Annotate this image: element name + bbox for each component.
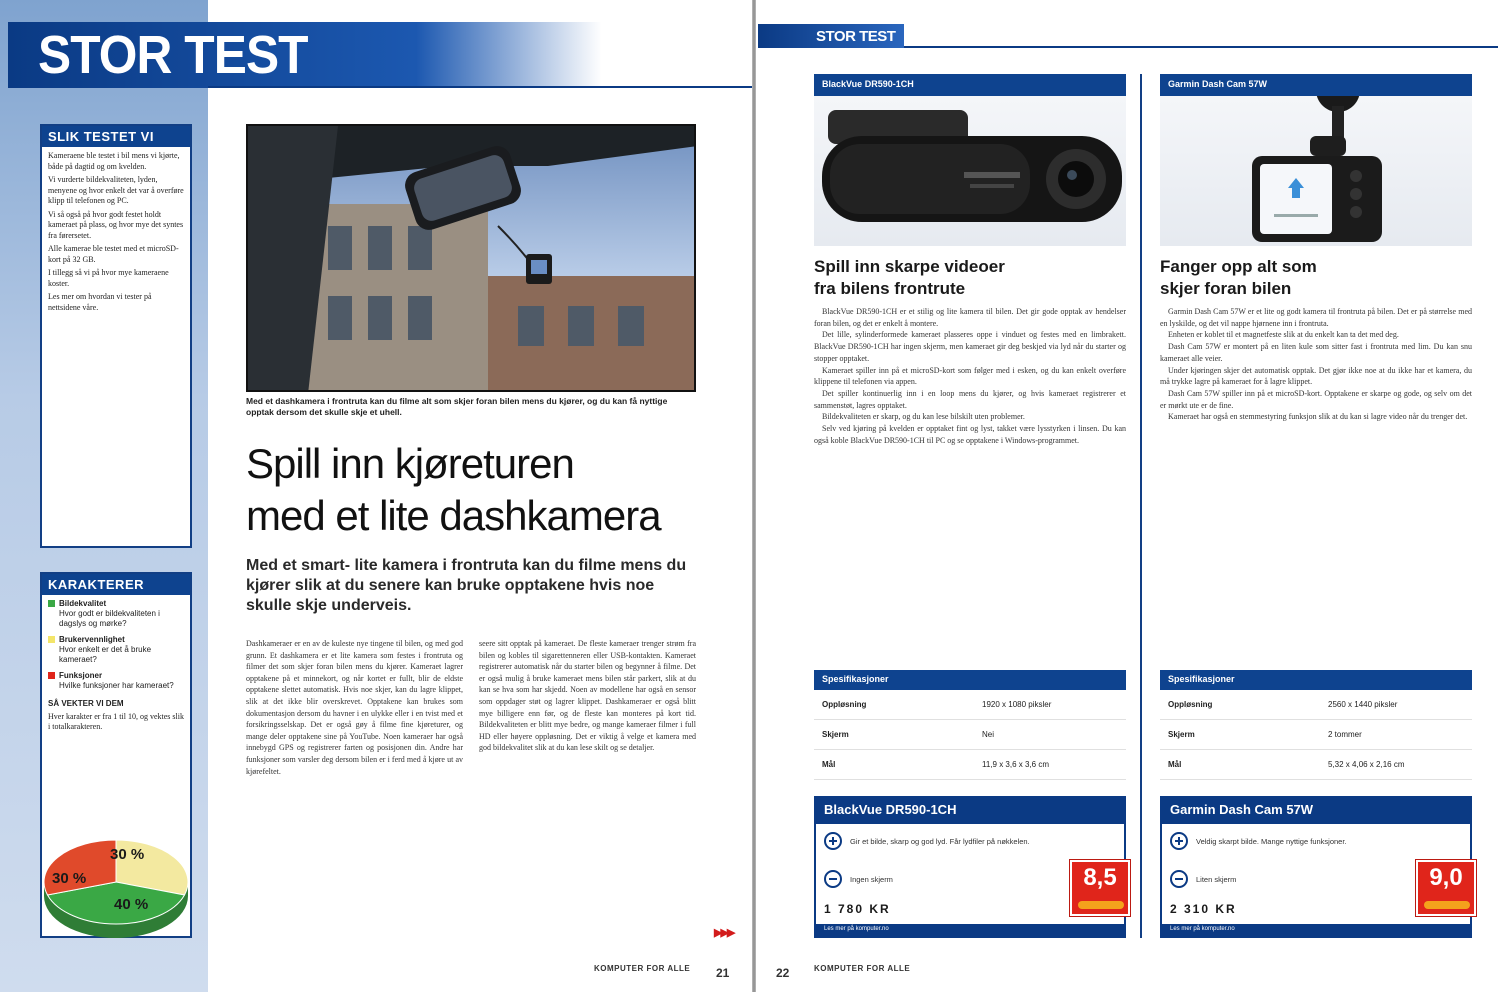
price: 1 780 KR — [824, 902, 891, 916]
plus-text: Veldig skarpt bilde. Mange nyttige funksjoner. — [1196, 836, 1347, 846]
grade-color-icon — [48, 600, 55, 607]
hero-photo-illustration — [248, 126, 696, 392]
verdict-footer: Les mer på komputer.no — [816, 924, 1124, 936]
hero-photo — [246, 124, 696, 392]
verdict-plus — [816, 832, 1124, 850]
score-ribbon-icon — [1424, 901, 1470, 909]
weight-text: Hver karakter er fra 1 til 10, og vektes slik i totalkarakteren. — [48, 711, 184, 731]
spec-row — [1160, 750, 1472, 780]
dashcam-cylinder-icon — [814, 96, 1126, 246]
verdict-box — [814, 796, 1126, 938]
spec-value: 2 tommer — [1328, 730, 1362, 739]
product-body — [1160, 306, 1472, 423]
body-column: seere sitt opptak på kameraet. De fleste kameraer trenger strøm fra bilen og kobles til sigarettenneren eller USB-kontakten. Kameraet registrerer automatisk når du starter bilen og begynner å filme. Det er også mulig å bruke kameraet mens bilen står parkert, slik at du kan se hva som har skjedd. Noen av modellene har også en sensor som oppdager støt og lagrer klippet. Dashkameraer er også blitt mye billigere enn før, og de fleste kan monteres på kort tid. Bildekvaliteten er blitt mye bedre, og mange kameraer filmer i full HD eller høyere oppløsning. Det er viktig å velge et kamera med god bildekvalitet slik at du kan lese skilt og se detaljer. — [479, 639, 696, 753]
headline-line: Fanger opp alt som — [1160, 257, 1317, 276]
product-label: Garmin Dash Cam 57W — [1160, 74, 1472, 96]
spec-row — [1160, 720, 1472, 750]
body-paragraph: Bildekvaliteten er skarp, og du kan lese bilskilt uten problemer. — [822, 412, 1025, 422]
grades-box-title: KARAKTERER — [42, 574, 190, 595]
section-header-bar — [758, 24, 1498, 48]
lead-paragraph: Med et smart- lite kamera i frontruta kan du filme mens du kjører slik at du senere kan bruke opptakene hvis noe skulle skje underveis. — [246, 557, 687, 614]
product-headline — [814, 256, 1126, 300]
spec-key: Mål — [1168, 760, 1182, 769]
minus-text: Liten skjerm — [1196, 874, 1237, 884]
minus-icon — [824, 870, 842, 888]
spec-value: 1920 x 1080 piksler — [982, 700, 1052, 709]
spec-value: 2560 x 1440 piksler — [1328, 700, 1398, 709]
grade-desc: Hvilke funksjoner har kameraet? — [59, 681, 174, 690]
body-paragraph: Under kjøringen skjer det automatisk opptak. Det gjør ikke noe at du ikke har et kamera, du må trykke lagre på kameraet for å lagre klippet. — [1160, 365, 1472, 387]
body-paragraph: Kameraet har også en stemmestyring funksjon slik at du kan si lagre video når du trenger det. — [1168, 412, 1468, 422]
score-value: 8,5 — [1083, 864, 1117, 891]
howto-paragraph: I tillegg så vi på hvor mye kameraene koster. — [48, 268, 169, 288]
spec-value: 5,32 x 4,06 x 2,16 cm — [1328, 760, 1405, 769]
header-rule — [208, 86, 752, 88]
spec-row — [814, 690, 1126, 720]
howto-box — [40, 124, 192, 548]
body-paragraph: Dash Cam 57W spiller inn på et microSD-kort. Opptakene er skarpe og gode, og selv om det er mørkt ute er de fine. — [1160, 388, 1472, 410]
pie-label: 40 % — [114, 896, 149, 913]
footer-tag: KOMPUTER FOR ALLE — [594, 964, 691, 973]
spec-key: Skjerm — [1168, 730, 1195, 739]
grade-item — [48, 635, 184, 665]
footer-tag: KOMPUTER FOR ALLE — [814, 964, 911, 973]
body-paragraph: Selv ved kjøring på kvelden er opptaket fint og lyst, takket være lysstyrken i linsen. Du kan også koble BlackVue DR590-1CH til PC og se opptakene i Windows-programmet. — [814, 424, 1126, 445]
verdict-footer: Les mer på komputer.no — [1162, 924, 1470, 936]
product-label: BlackVue DR590-1CH — [814, 74, 1126, 96]
right-page — [756, 0, 1500, 992]
spec-value: Nei — [982, 730, 995, 739]
howto-paragraph: Les mer om hvordan vi tester på nettsidene våre. — [48, 292, 152, 312]
score-value: 9,0 — [1429, 864, 1463, 891]
spec-key: Skjerm — [822, 730, 849, 739]
spec-title: Spesifikasjoner — [1160, 670, 1472, 690]
spec-row — [814, 720, 1126, 750]
verdict-box — [1160, 796, 1472, 938]
spec-key: Oppløsning — [822, 700, 867, 709]
grade-name: Funksjoner — [59, 671, 103, 680]
headline-line: fra bilens frontrute — [814, 279, 966, 298]
weight-heading: SÅ VEKTER VI DEM — [48, 699, 124, 708]
main-headline — [246, 438, 716, 542]
score-ribbon-icon — [1078, 901, 1124, 909]
continue-arrows-icon: ▶▶▶ — [714, 927, 734, 939]
page-number: 21 — [716, 966, 730, 980]
plus-icon — [1170, 832, 1188, 850]
minus-icon — [1170, 870, 1188, 888]
score-badge — [1070, 860, 1130, 916]
spec-key: Oppløsning — [1168, 700, 1213, 709]
dashcam-screen-icon — [1160, 96, 1472, 246]
section-title: STOR TEST — [816, 28, 896, 45]
grade-color-icon — [48, 636, 55, 643]
price: 2 310 KR — [1170, 902, 1237, 916]
product-column — [1160, 74, 1472, 423]
headline-line: Spill inn kjøreturen — [246, 440, 574, 487]
howto-box-body — [42, 147, 190, 320]
howto-paragraph: Alle kamerae ble testet med et microSD-kort på 32 GB. — [48, 244, 179, 264]
spec-table — [814, 670, 1126, 780]
body-paragraph: Det lille, sylinderformede kameraet plasseres oppe i vinduet og festes med en limbrakett. BlackVue DR590-1CH har ingen skjerm, men kameraet gir deg beskjed via lyd når du starter og stopper opptaket. — [814, 330, 1126, 363]
howto-paragraph: Kameraene ble testet i bil mens vi kjørte, både på dagtid og om kvelden. — [48, 151, 180, 171]
pie-label: 30 % — [110, 846, 145, 863]
body-paragraph: Garmin Dash Cam 57W er et lite og godt kamera til frontruta på bilen. Det er på størrelse med en lyskilde, og det vil nappe hjørnene inn i frontruta. — [1160, 307, 1472, 328]
grade-item — [48, 671, 184, 691]
body-paragraph: BlackVue DR590-1CH er et stilig og lite kamera til bilen. Det gir gode opptak av hendelser foran bilen, og det er enkelt å montere. — [814, 307, 1126, 328]
body-columns — [246, 638, 696, 940]
product-image — [814, 96, 1126, 246]
grade-name: Brukervennlighet — [59, 635, 125, 644]
score-badge — [1416, 860, 1476, 916]
howto-paragraph: Vi så også på hvor godt festet holdt kameraet på plass, og hvor mye det syntes fra førersetet. — [48, 209, 184, 240]
verdict-title: Garmin Dash Cam 57W — [1162, 798, 1470, 824]
grade-desc: Hvor enkelt er det å bruke kameraet? — [59, 645, 152, 664]
body-paragraph: Kameraet spiller inn på et microSD-kort som følger med i esken, og du kan enkelt overføre klippene til telefonen via appen. — [814, 365, 1126, 387]
product-column — [814, 74, 1126, 446]
body-paragraph: Dash Cam 57W er montert på en liten kule som sitter fast i frontruta med lim. Du kan snu kameraet alle veier. — [1160, 342, 1472, 363]
grade-desc: Hvor godt er bildekvaliteten i dagslys og mørke? — [59, 609, 160, 628]
product-body — [814, 306, 1126, 446]
headline-line: skjer foran bilen — [1160, 279, 1292, 298]
howto-paragraph: Vi vurderte bildekvaliteten, lyden, menyene og hvor enkelt det var å overføre klipp til telefonen og PC. — [48, 175, 184, 205]
column-divider — [1140, 74, 1142, 938]
grades-box-body — [42, 595, 190, 737]
weight-pie-chart — [40, 832, 192, 944]
grade-color-icon — [48, 672, 55, 679]
plus-text: Gir et bilde, skarp og god lyd. Får lydfiler på nøkkelen. — [850, 836, 1030, 846]
photo-caption: Med et dashkamera i frontruta kan du filme alt som skjer foran bilen mens du kjører, og du kan få nyttige opptak dersom det skulle skje et uhell. — [246, 396, 668, 417]
spec-row — [1160, 690, 1472, 720]
product-headline — [1160, 256, 1472, 300]
page-number: 22 — [776, 966, 790, 980]
verdict-title: BlackVue DR590-1CH — [816, 798, 1124, 824]
spec-title: Spesifikasjoner — [814, 670, 1126, 690]
minus-text: Ingen skjerm — [850, 874, 893, 884]
spec-key: Mål — [822, 760, 836, 769]
body-paragraph: Det spiller kontinuerlig inn i en loop mens du kjører, og hvis kameraet registrerer et sammenstøt, lagres opptaket. — [814, 388, 1126, 410]
plus-icon — [824, 832, 842, 850]
pie-label: 30 % — [52, 870, 87, 887]
spec-row — [814, 750, 1126, 780]
verdict-plus — [1162, 832, 1470, 850]
headline-line: Spill inn skarpe videoer — [814, 257, 1005, 276]
spec-value: 11,9 x 3,6 x 3,6 cm — [982, 760, 1049, 769]
section-title: STOR TEST — [38, 25, 308, 85]
grade-name: Bildekvalitet — [59, 599, 107, 608]
body-paragraph: Enheten er koblet til et magnetfeste slik at du enkelt kan ta det med deg. — [1168, 330, 1399, 340]
howto-box-title: SLIK TESTET VI — [42, 126, 190, 147]
body-column: Dashkameraer er en av de kuleste nye tingene til bilen, og med god grunn. Et dashkamera er et lite kamera som festes i frontruta og filmer det som skjer foran bilen mens du kjører. Kameraet lagrer opptakene på et minnekort, og når kortet er fullt, blir de eldste opptakene slettet automatisk. Hvis noe skjer, kan du lagre klippet, slik at det ikke blir overskrevet. Opptakene kan brukes som dokumentasjon dersom du havner i en ulykke eller i en tvist med et forsikringsselskap. Det er også gøy å filme fine kjøreturer, og mange deler opptakene sine på YouTube. Noen kameraer har også innebygd GPS og registrerer farten og posisjonen din. Andre har funksjoner som varsler deg dersom bilen er i ferd med å kjøre ut av kjørefeltet. — [246, 639, 463, 776]
grade-item — [48, 599, 184, 629]
spec-table — [1160, 670, 1472, 780]
product-image — [1160, 96, 1472, 246]
headline-line: med et lite dashkamera — [246, 492, 661, 539]
